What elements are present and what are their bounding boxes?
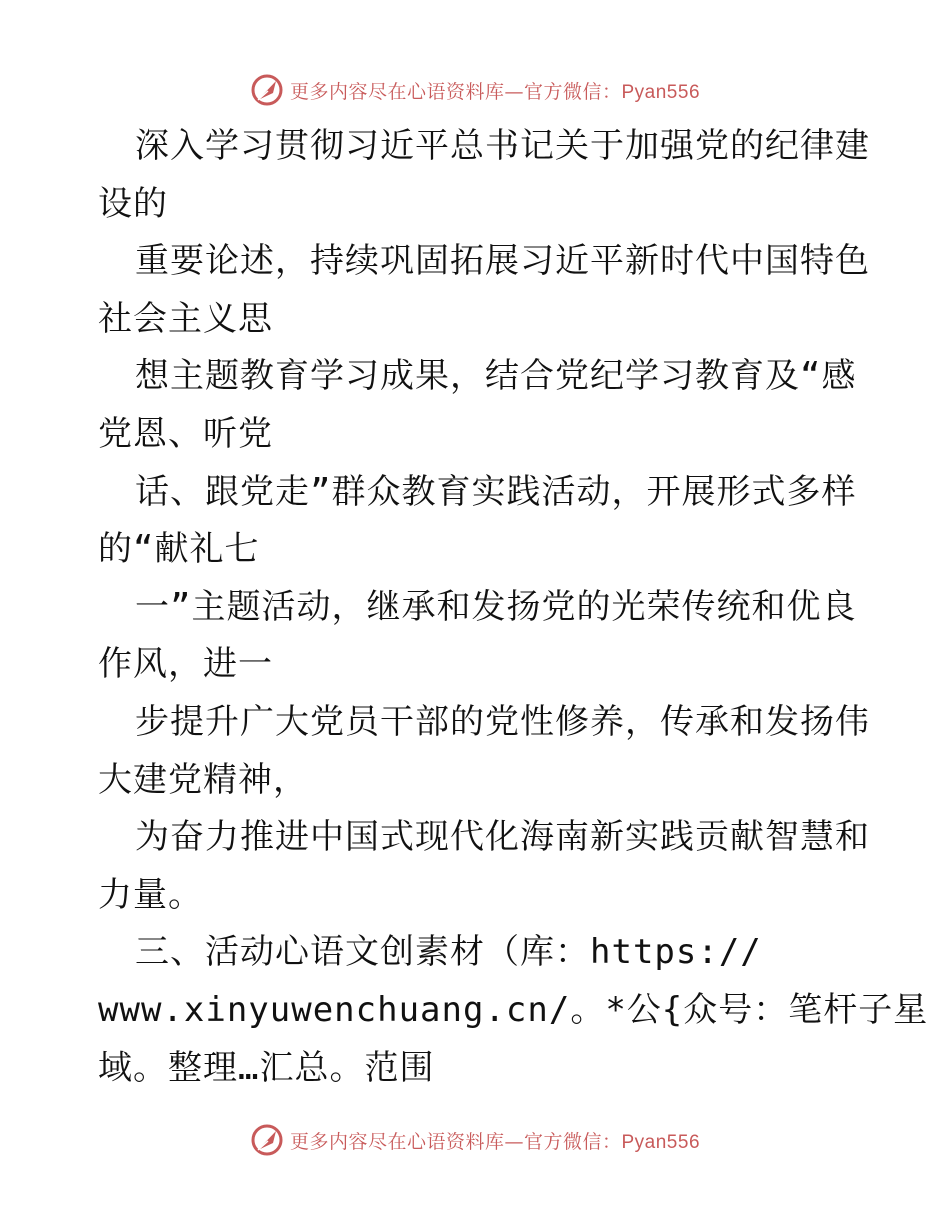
- text-line: 为奋力推进中国式现代化海南新实践贡献智慧和: [135, 817, 870, 858]
- text-line: www.xinyuwenchuang.cn/。*公{众号：笔杆子星: [98, 989, 929, 1030]
- text-line: 设的: [98, 183, 168, 224]
- text-line: 党恩、听党: [98, 413, 273, 454]
- text-line: 一”主题活动，继承和发扬党的光荣传统和优良: [135, 586, 857, 627]
- text-line: 作风，进一: [98, 644, 273, 685]
- wechat-id: Pyan556: [621, 81, 701, 103]
- text-line: 重要论述，持续巩固拓展习近平新时代中国特色: [135, 241, 870, 282]
- banner-text: 更多内容尽在心语资料库—官方微信：: [289, 80, 622, 103]
- text-line: 话、跟党走”群众教育实践活动，开展形式多样: [135, 471, 857, 512]
- feather-pen-icon: [250, 73, 284, 107]
- text-line: 域。整理…汇总。范围: [98, 1047, 435, 1088]
- document-body: [98, 118, 929, 1097]
- text-line: 想主题教育学习成果，结合党纪学习教育及“感: [135, 356, 857, 397]
- feather-pen-icon: [250, 1123, 284, 1157]
- banner-text: 更多内容尽在心语资料库—官方微信：: [289, 1130, 622, 1153]
- footer-banner: [0, 1120, 950, 1160]
- text-line: 社会主义思: [98, 298, 273, 339]
- text-line: 步提升广大党员干部的党性修养，传承和发扬伟: [135, 701, 870, 742]
- header-banner: [0, 70, 950, 110]
- text-line: 深入学习贯彻习近平总书记关于加强党的纪律建: [135, 126, 870, 166]
- text-line: 三、活动心语文创素材（库：https://: [135, 932, 762, 973]
- wechat-id: Pyan556: [621, 1131, 701, 1153]
- text-line: 力量。: [98, 874, 203, 915]
- text-line: 的“献礼七: [98, 529, 260, 570]
- text-line: 大建党精神，: [98, 759, 308, 800]
